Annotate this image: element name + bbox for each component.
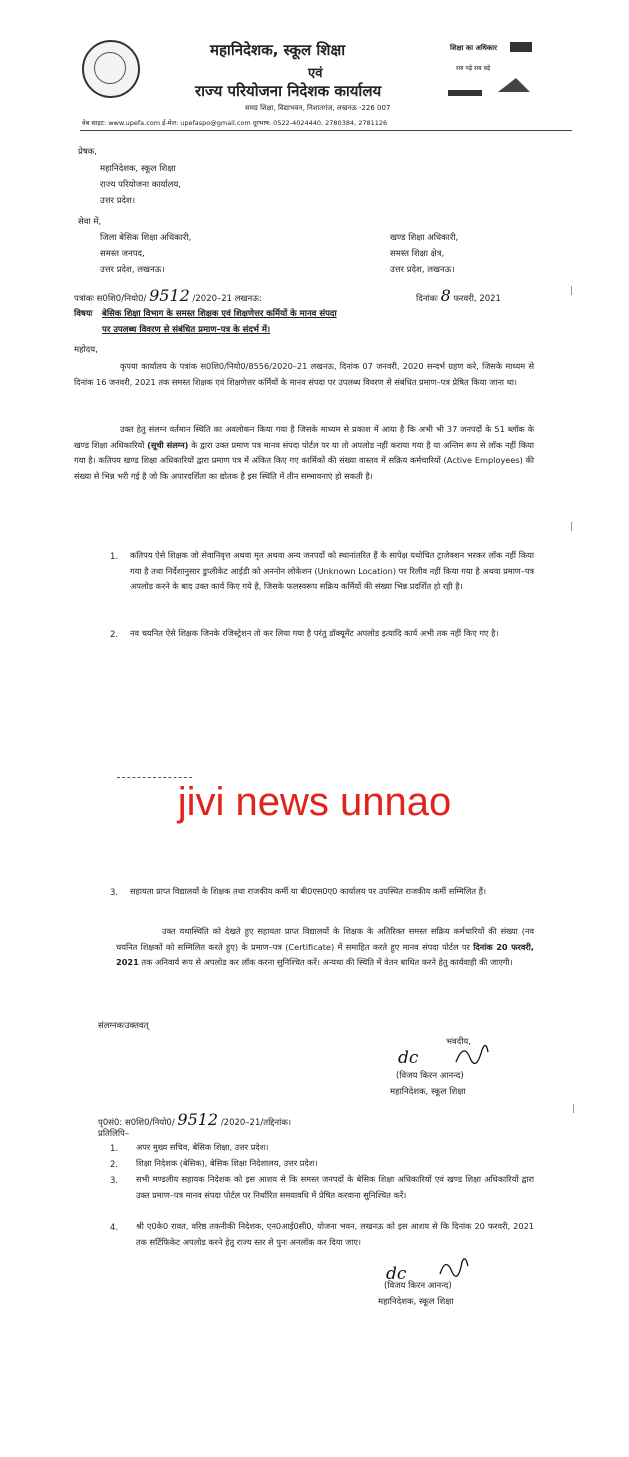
state-emblem-logo — [82, 40, 140, 98]
date-suffix: फरवरी, 2021 — [453, 294, 501, 304]
header-office: राज्य परियोजना निदेशक कार्यालय — [195, 82, 382, 100]
recipient-right-3: उत्तर प्रदेश, लखनऊ। — [390, 265, 455, 275]
margin-mark — [573, 1104, 574, 1113]
recipient-right-1: खण्ड शिक्षा अधिकारी, — [390, 233, 459, 243]
sender-line-2: राज्य परियोजना कार्यालय, — [100, 180, 181, 190]
item-2-number: 2. — [110, 630, 119, 640]
rte-logo-text: शिक्षा का अधिकार — [450, 44, 497, 52]
copy-label: प्रतिलिपि– — [98, 1129, 130, 1139]
paragraph-3-bold: दिनांक 20 फरवरी, 2021 — [116, 941, 535, 967]
header-contact: वेब साइट: www.upefa.com ई-मेल: upefaspo@gmail.com दूरभाष: 0522-4024440, 2780384, 2781126 — [82, 119, 388, 127]
recipient-left-1: जिला बेसिक शिक्षा अधिकारी, — [100, 233, 192, 243]
endorsement-signature-scribble-icon — [436, 1256, 472, 1282]
reference-prefix: पत्रांकः स0शि0/नियो0/ — [74, 294, 147, 304]
recipient-right-2: समस्त शिक्षा क्षेत्र, — [390, 249, 445, 259]
paragraph-1: कृपया कार्यालय के पत्रांक स0शि0/नियो0/8556/2020–21 लखनऊ, दिनांक 07 जनवरी, 2020 सन्दर्भ ग्रहण करे, जिसके माध्यम से दिनांक 16 जनवरी, 2021 तक समस्त शिक्षक एवं शिक्षणेत्तर कर्मियों के मानव संपदा पर उपलब्ध विवरण से संबंधित प्रमाण–पत्र प्रेषित किया जाना था। — [74, 361, 534, 387]
reference-number: 9512 — [149, 286, 190, 305]
rte-logo-tagline: सब पढ़ें सब बढ़ें — [456, 65, 491, 72]
paragraph-3 — [116, 924, 534, 971]
signature-scribble-icon — [452, 1042, 492, 1070]
copy-item-1: अपर मुख्य सचिव, बेसिक शिक्षा, उत्तर प्रदेश। — [136, 1142, 269, 1152]
copy-item-4: श्री ए0के0 रावत, वरिष्ठ तकनीकी निदेशक, एन0आई0सी0, योजना भवन, लखनऊ को इस आशय से कि दिनांक 20 फरवरी, 2021 तक सर्टिफिकेट अपलोड करने हेतु राज्य स्तर से पुनः अनलॉक कर दिया जाए। — [136, 1221, 534, 1247]
endorsement-sig-name: (विजय किरन आनन्द) — [384, 1281, 452, 1291]
paragraph-2-text-b: के द्वारा उक्त प्रमाण पत्र मानव संपदा पोर्टल पर या तो अपलोड नहीं कराया गया है या अन्तिम रूप से लॉक नहीं किया गया है। कतिपय खण्ड शिक्षा अधिकारियों द्वारा प्रमाण पत्र में अंकित किए गए कार्मिकों की संख्या वास्तव में सक्रिय कर्मचारियों (Active Employees) की संख्या से भिन्न भरी गई है जो कि अपारदर्शिता का द्योतक है इस स्थिति में तीन सम्भावनाएं हो सकती है। — [74, 439, 535, 481]
item-2-text: नव चयनित ऐसे शिक्षक जिनके रजिस्ट्रेशन तो कर लिया गया है परंतु डॉक्यूमेंट अपलोड इत्यादि कार्य अभी तक नहीं किए गए है। — [130, 628, 499, 638]
copy-item-4-number: 4. — [110, 1223, 119, 1233]
header-address: समग्र शिक्षा, विद्याभवन, निशातगंज, लखनऊ -226 007 — [245, 104, 391, 112]
reference-suffix: /2020–21 लखनऊ: — [192, 294, 262, 304]
signature-designation: महानिदेशक, स्कूल शिक्षा — [390, 1087, 466, 1097]
signature-initials: dc — [398, 1048, 419, 1068]
endorsement-sig-initials: dc — [386, 1264, 407, 1284]
reference-date — [416, 286, 501, 305]
salutation: महोदय, — [74, 345, 98, 355]
rte-logo — [438, 40, 548, 110]
header-divider — [80, 130, 572, 131]
header-evam: एवं — [308, 66, 323, 81]
item-3-text: सहायता प्राप्त विद्यालयों के शिक्षक तथा राजकीय कर्मी या बी0एस0ए0 कार्यालय पर उपस्थित राजकीय कर्मी सम्मिलित हैं। — [130, 886, 487, 896]
date-prefix: दिनांकः — [416, 294, 438, 304]
page-break-dash — [117, 777, 192, 778]
item-1-number: 1. — [110, 552, 119, 562]
copy-item-3: सभी मण्डलीय सहायक निदेशक को इस आशय से कि समस्त जनपदों के बेसिक शिक्षा अधिकारियों एवं खण्ड शिक्षा अधिकारियों द्वारा उक्त प्रमाण–पत्र मानव संपदा पोर्टल पर निर्धारित समयावधि में प्रेषित करवाना सुनिश्चित करें। — [136, 1174, 534, 1200]
enclosure-label: संलग्नकःउक्तवत् — [98, 1021, 149, 1031]
signature-closing: भवदीय, — [446, 1037, 472, 1047]
sender-line-3: उत्तर प्रदेश। — [100, 196, 136, 206]
endorsement-sig-designation: महानिदेशक, स्कूल शिक्षा — [378, 1297, 454, 1307]
copy-item-1-number: 1. — [110, 1144, 119, 1154]
recipient-left-3: उत्तर प्रदेश, लखनऊ। — [100, 265, 165, 275]
reference-line — [74, 286, 262, 305]
endorsement-ref-number: 9512 — [177, 1110, 219, 1129]
watermark-text: jivi news unnao — [177, 780, 452, 824]
recipient-left-2: समस्त जनपद, — [100, 249, 145, 259]
endorsement-ref-prefix: पृ0सं0: स0शि0/नियो0/ — [98, 1118, 175, 1128]
copy-item-2: शिक्षा निदेशक (बेसिक), बेसिक शिक्षा निदेशालय, उत्तर प्रदेश। — [136, 1158, 318, 1168]
recipient-label: सेवा में, — [78, 217, 102, 227]
header-title: महानिदेशक, स्कूल शिक्षा — [210, 41, 346, 59]
paragraph-3-text-a: उक्त यथास्थिति को देखते हुए सहायता प्राप्त विद्यालयों के शिक्षक के अतिरिक्त समस्त सक्रिय कर्मचारियों की संख्या (नव चयनित शिक्षकों को सम्मिलित करते हुए) के प्रमाण–पत्र (Certificate) में समाहित करते हुए मानव संपदा पोर्टल पर — [116, 926, 534, 952]
letter-page-2 — [60, 848, 592, 1348]
endorsement-ref-suffix: /2020–21/तद्दिनांक। — [220, 1118, 292, 1128]
signature-name: (विजय किरन आनन्द) — [396, 1071, 464, 1081]
margin-mark — [571, 522, 572, 531]
letter-page-1 — [60, 18, 592, 766]
paragraph-2-text-a: उक्त हेतु संलग्न वर्तमान स्थिति का अवलोकन किया गया है जिसके माध्यम से प्रकाश में आया है कि अभी भी 37 जनपदों के 51 ब्लॉक के खण्ड शिक्षा अधिकारियों — [74, 424, 534, 450]
endorsement-ref — [98, 1110, 291, 1129]
sender-line-1: महानिदेशक, स्कूल शिक्षा — [100, 164, 176, 174]
subject-line-2: पर उपलब्ध विवरण से संबंधित प्रमाण–पत्र के संदर्भ में। — [102, 325, 271, 335]
subject-line-1: बेसिक शिक्षा विभाग के समस्त शिक्षक एवं शिक्षणेत्तर कर्मियों के मानव संपदा — [102, 309, 337, 319]
margin-mark — [571, 286, 572, 295]
copy-item-2-number: 2. — [110, 1160, 119, 1170]
copy-item-3-number: 3. — [110, 1176, 119, 1186]
item-1-text: कतिपय ऐसे शिक्षक जो सेवानिवृत्त अथवा मृत अथवा अन्य जनपदों को स्थानांतरित हैं के सापेक्ष यथोचित ट्राजेक्शन भरकर लॉक नहीं किया गया है तथा निर्देशानुसार डुप्लीकेट आईडी को अननोन लोकेशन (Unknown Location) पर रिलीव नहीं किया गया है अथवा प्रमाण–पत्र अपलोड करने के बाद उक्त कार्य किए गये है, जिसके फलस्वरूप सक्रिय कर्मियों की संख्या भिन्न प्रदर्शित हो रही है। — [130, 550, 534, 591]
paragraph-3-text-b: तक अनिवार्य रूप से अपलोड कर लॉक करना सुनिश्चित करें। अन्यथा की स्थिति में वेतन बाधित करने हेतु कार्यवाही की जाएगी। — [138, 957, 513, 967]
paragraph-2 — [74, 422, 534, 484]
date-day: 8 — [440, 286, 451, 305]
sender-label: प्रेषक, — [78, 147, 97, 157]
item-3-number: 3. — [110, 888, 119, 898]
paragraph-2-bold: (सूची संलग्न) — [147, 439, 189, 450]
subject-label: विषयः — [74, 309, 93, 319]
